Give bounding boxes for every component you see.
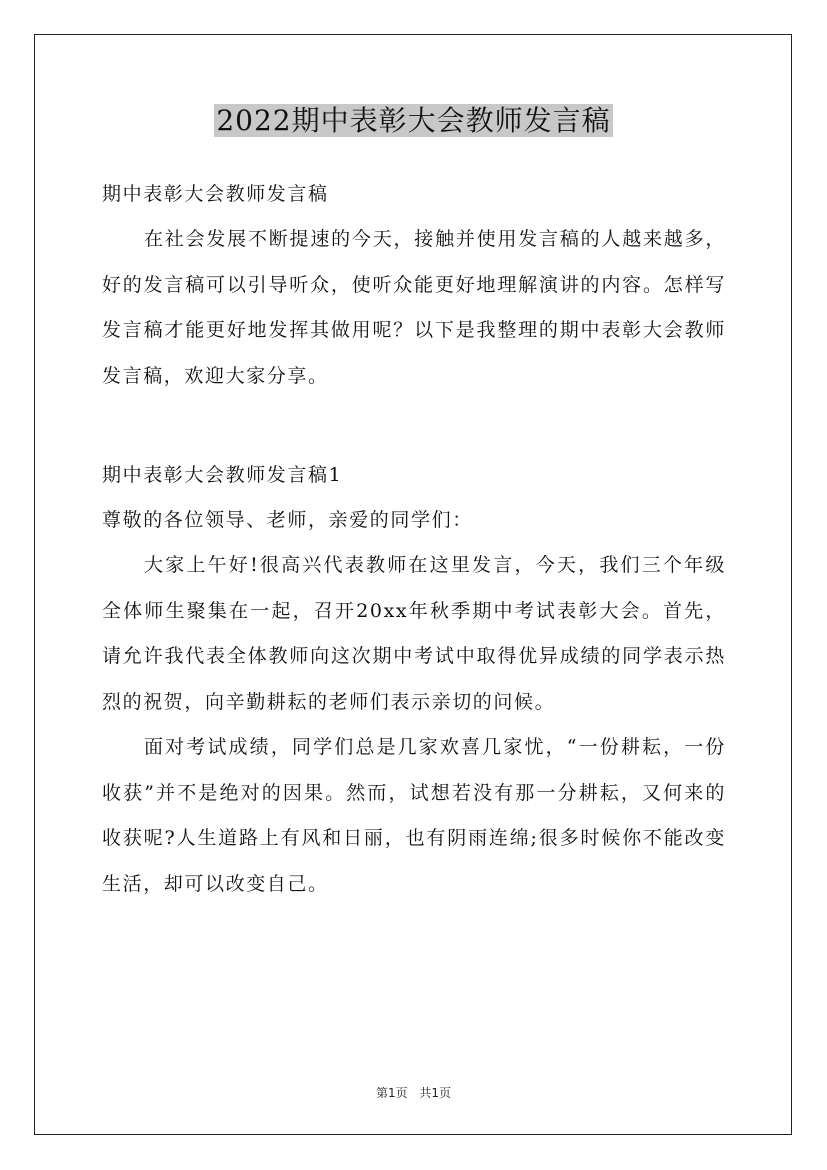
- section-heading: 期中表彰大会教师发言稿1: [102, 464, 343, 486]
- body-paragraph-2: 面对考试成绩，同学们总是几家欢喜几家忧，“一份耕耘，一份收获”并不是绝对的因果。然而，试想若没有那一分耕耘，又何来的收获呢?人生道路上有风和日丽，也有阴雨连绵;很多时候你不能改变生活，却可以改变自己。: [102, 736, 726, 895]
- salutation: 尊敬的各位领导、老师，亲爱的同学们：: [102, 509, 473, 531]
- intro-paragraph: 在社会发展不断提速的今天，接触并使用发言稿的人越来越多，好的发言稿可以引导听众，使听众能更好地理解演讲的内容。怎样写发言稿才能更好地发挥其做用呢？以下是我整理的期中表彰大会教师发言稿，欢迎大家分享。: [102, 228, 726, 387]
- body-paragraph-1: 大家上午好!很高兴代表教师在这里发言，今天，我们三个年级全体师生聚集在一起，召开20xx年秋季期中考试表彰大会。首先，请允许我代表全体教师向这次期中考试中取得优异成绩的同学表示热烈的祝贺，向辛勤耕耘的老师们表示亲切的问候。: [102, 554, 726, 713]
- page-total: 共1页: [419, 1086, 452, 1100]
- page-footer: [0, 1084, 827, 1101]
- document-title-wrapper: [0, 100, 827, 142]
- subtitle: 期中表彰大会教师发言稿: [102, 183, 329, 205]
- spacer: [102, 399, 726, 453]
- document-body: [102, 172, 726, 907]
- document-title: 2022期中表彰大会教师发言稿: [216, 104, 611, 137]
- page-number: 第1页: [375, 1086, 408, 1100]
